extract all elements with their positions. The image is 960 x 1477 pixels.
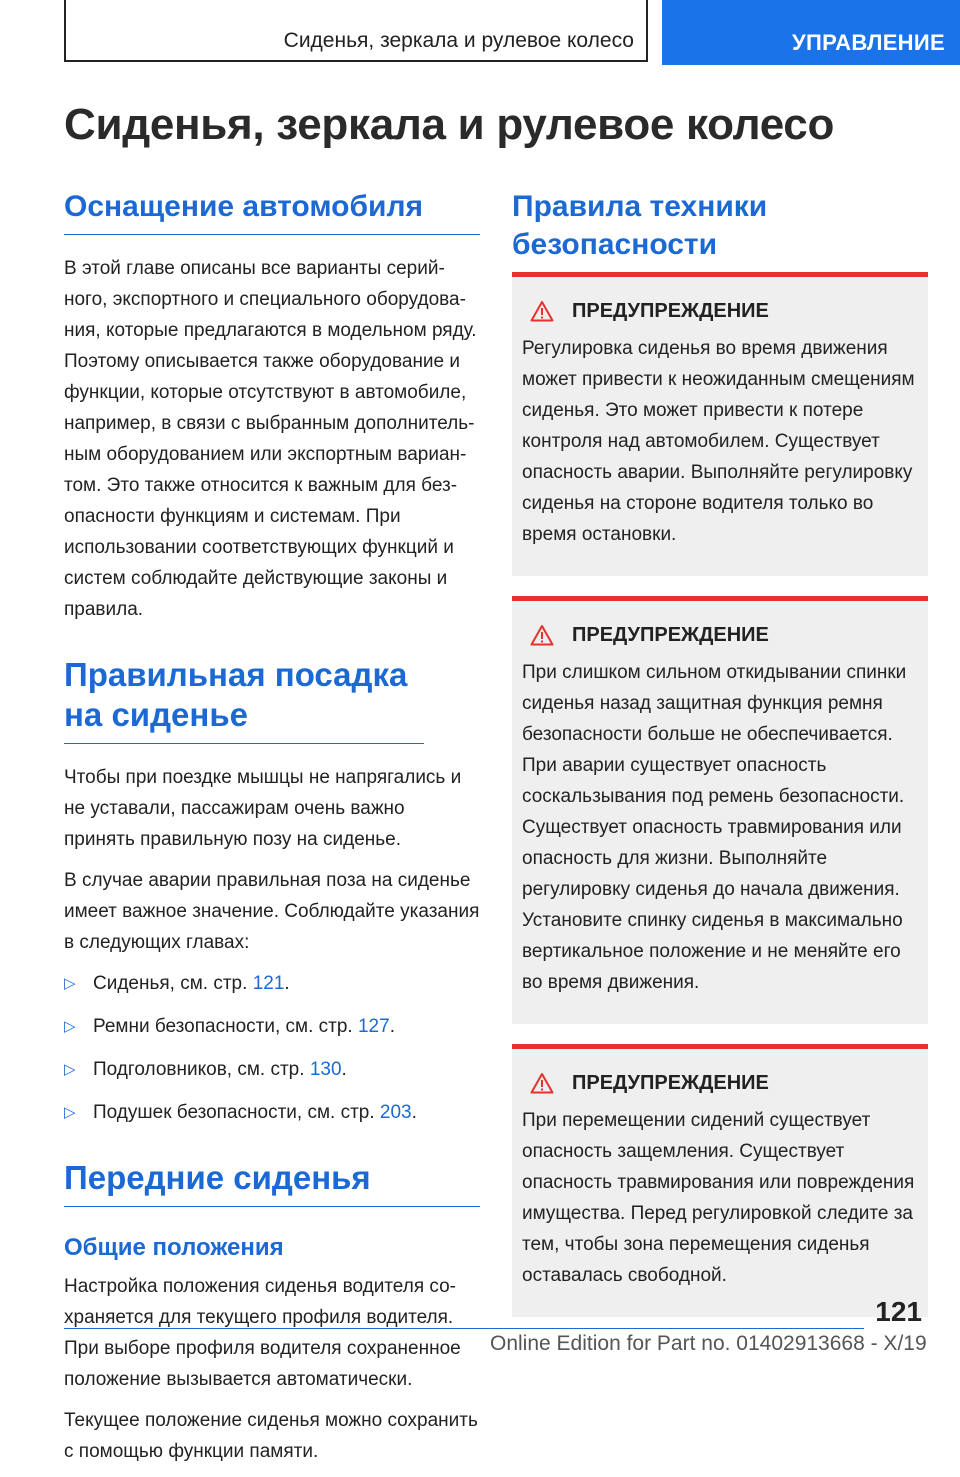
right-column [512,188,928,1337]
section-front-seats-title: Передние сиденья [64,1158,480,1207]
header-breadcrumb: Сиденья, зеркала и рулевое колесо [283,29,634,52]
page-number: 121 [875,1296,922,1327]
warning-text: При перемещении сидений существует опасность защемления. Существует опасность травмирования или повреждения имущества. Перед регулировкой следите за тем, чтобы зона перемещения сиденья оставалась свободной. [522,1110,915,1286]
page-link[interactable]: 121 [252,973,285,994]
warning-header [522,297,918,325]
warning-triangle-icon [530,300,554,322]
posture-text-2: В случае аварии правильная поза на сиденье имеет важное значение. Соблюдайте указания в следующих главах: [64,870,480,953]
warning-header [522,621,918,649]
warning-triangle-icon [530,1072,554,1094]
warning-box [512,1044,928,1317]
warning-triangle-icon [530,624,554,646]
footer-divider [64,1328,864,1329]
header-section-label: УПРАВЛЕНИЕ [792,30,945,55]
header-section-tab[interactable] [662,0,960,65]
subsection-general-title: Общие положения [64,1234,284,1261]
page-link[interactable]: 130 [309,1059,342,1080]
warning-label: ПРЕДУПРЕЖДЕНИЕ [572,1071,769,1094]
triangle-bullet-icon: ▷ [64,1061,76,1078]
warning-text: При слишком сильном откидывании спинки сиденья назад защитная функция ремня безопасности больше не обеспечивается. При аварии существует опасность соскальзывания под ремень безопасности. Существует опасность травмирования или опасность для жизни. Выполняйте регулировку сиденья до начала движения. Установите спинку сиденья в максимально вертикальное положение и не меняйте его во время движения. [522,662,907,993]
warning-text: Регулировка сиденья во время движения может привести к неожиданным смещениям сиденья. Это может привести к потере контроля над автомобилем. Существует опасность аварии. Выполняйте регулировку сиденья на стороне водителя только во время остановки. [522,338,915,545]
warning-box [512,596,928,1024]
list-item: ▷ Подголовников, см. стр. 130. [64,1054,480,1085]
posture-reference-list [64,968,480,1128]
section-posture-title: Правильная посадка на сиденье [64,655,424,744]
list-item: ▷ Сиденья, см. стр. 121. [64,968,480,999]
page-link[interactable]: 127 [357,1016,390,1037]
triangle-bullet-icon: ▷ [64,1104,76,1121]
header-breadcrumb-box [64,0,648,62]
list-item: ▷ Подушек безопасности, см. стр. 203. [64,1097,480,1128]
warning-header [522,1069,918,1097]
front-seats-text-2: Текущее положение сиденья можно сохранить с помощью функции памяти. [64,1410,478,1462]
triangle-bullet-icon: ▷ [64,975,76,992]
warning-label: ПРЕДУПРЕЖДЕНИЕ [572,299,769,322]
warning-box [512,272,928,576]
page-link[interactable]: 203 [379,1102,412,1123]
front-seats-text-1: Настройка положения сиденья водителя сохраняется для текущего профиля водителя. При выборе профиля водителя сохраненное положение вызывается автоматически. [64,1276,461,1390]
footer-edition: Online Edition for Part no. 01402913668 - X/19 [490,1332,927,1355]
list-item: ▷ Ремни безопасности, см. стр. 127. [64,1011,480,1042]
section-safety-title: Правила техники безопасности [512,190,768,261]
equipment-text: В этой главе описаны все варианты серийного, экспортного и специального оборудования, которые предлагаются в модельном ряду. Поэтому описывается также оборудование и функции, которые отсутствуют в автомобиле, например, в связи с выбранным дополнительным оборудованием или экспортным вариантом. Это также относится к важным для безопасности функциям и системам. При использовании соответствующих функций и систем соблюдайте действующие законы и правила. [64,258,477,620]
warning-label: ПРЕДУПРЕЖДЕНИЕ [572,623,769,646]
section-equipment-title: Оснащение автомобиля [64,188,480,235]
triangle-bullet-icon: ▷ [64,1018,76,1035]
left-column [64,188,480,1477]
page-title: Сиденья, зеркала и рулевое колесо [64,100,835,149]
posture-text-1: Чтобы при поездке мышцы не напрягались и не уставали, пассажирам очень важно принять правильную позу на сиденье. [64,767,462,850]
